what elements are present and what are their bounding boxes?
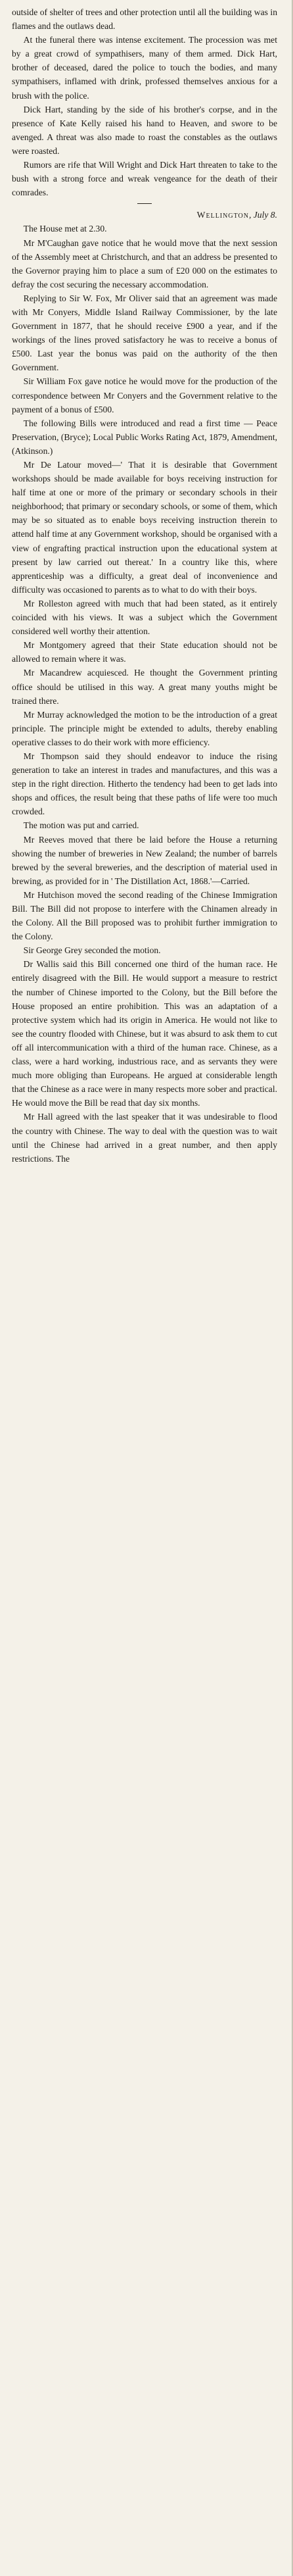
divider-rule <box>137 203 152 204</box>
paragraph: Mr M'Caughan gave notice that he would move that the next session of the Assembly meet at Christchurch, and that an address be presented to the Governor praying him to place a sum of £20 000 on the estimates to defray the cost securing the necessary accommodation. <box>12 237 277 289</box>
paragraph: Rumors are rife that Will Wright and Dick Hart threaten to take to the bush with a strong force and wreak vengeance for the death of their comrades. <box>12 160 277 198</box>
paragraph: At the funeral there was intense excitement. The procession was met by a great crowd of sympathisers, many of them armed. Dick Hart, brother of deceased, dared the police to touch the bodies, and many sympathisers, inflamed with drink, professed themselves anxious for a brush with the police. <box>12 35 277 101</box>
dateline-place: Wellington <box>196 210 249 220</box>
paragraph: Mr Murray acknowledged the motion to be the introduction of a great principle. The principle might be extended to adults, thereby enabling operative classes to do their work with more efficiency. <box>12 709 277 747</box>
paragraph: Sir William Fox gave notice he would move for the production of the correspondence between Mr Conyers and the Government relative to the payment of a bonus of £500. <box>12 376 277 414</box>
paragraph: Mr Macandrew acquiesced. He thought the Government printing office should be utilised in this way. A great many youths might be trained there. <box>12 668 277 706</box>
paragraph: Mr Thompson said they should endeavor to induce the rising generation to take an interest in trades and manufactures, and this was a step in the right direction. Hitherto the tendency had been to get lads into shops and offices, the result being that these paths of life were too much crowded. <box>12 751 277 817</box>
paragraph: Mr Montgomery agreed that their State education should not be allowed to remain where it was. <box>12 640 277 664</box>
paragraph: Replying to Sir W. Fox, Mr Oliver said that an agreement was made with Mr Conyers, Middle Island Railway Commissioner, by the late Government in 1877, that he should receive £900 a year, and if the workings of the lines proved satisfactory he was to receive a bonus of £500. Last year the bonus was paid on the authority of the then Government. <box>12 293 277 373</box>
paragraph: Dick Hart, standing by the side of his brother's corpse, and in the presence of Kate Kelly raised his hand to Heaven, and swore to be avenged. A threat was also made to roast the constables as the outlaws were roasted. <box>12 104 277 156</box>
section-divider <box>12 203 277 204</box>
paragraph: Dr Wallis said this Bill concerned one third of the human race. He entirely disagreed with the Bill. He would support a measure to restrict the number of Chinese imported to the Colony, but the Bill before the House proposed an entire prohibition. This was an adaptation of a protective system which had its origin in America. He would not like to see the country flooded with Chinese, but it was absurd to ask them to cut off all intercommunication with a third of the human race. Chinese, as a class, were a hard working, industrious race, and as servants they were much more obliging than Europeans. He argued at considerable length that the Chinese as a race were in many respects more sober and practical. He would move the Bill be read that day six months. <box>12 959 277 1108</box>
paragraph: Sir George Grey seconded the motion. <box>23 945 161 956</box>
paragraph: The motion was put and carried. <box>23 820 139 831</box>
paragraph: The following Bills were introduced and read a first time — Peace Preservation, (Bryce); Local Public Works Rating Act, 1879, Amendment, (Atkinson.) <box>12 418 277 456</box>
paragraph: The House met at 2.30. <box>23 224 107 234</box>
paragraph: Mr De Latour moved—' That it is desirable that Government workshops should be made available for boys receiving instruction for half time at one or more of the primary or secondary schools in their neighborhood; that primary or secondary schools, or some of them, which may be so situated as to enable boys receiving instruction therein to attend half time at any Government workshop, should be organised with a view of engrafting practical instruction upon the educational system at present by law carried out thereat.' In a country like this, where apprenticeship was a difficulty, a great deal of inconvenience and difficulty was occasioned to parents as to what to do with their boys. <box>12 460 277 595</box>
paragraph: Mr Reeves moved that there be laid before the House a returning showing the number of breweries in New Zealand; the number of barrels brewed by the several breweries, and the description of material used in brewing, as provided for in ' The Distillation Act, 1868.'—Carried. <box>12 834 277 886</box>
paragraph: Mr Hall agreed with the last speaker that it was undesirable to flood the country with Chinese. The way to deal with the question was to wait until the Chinese had arrived in a great number, and then apply restrictions. The <box>12 1112 277 1164</box>
dateline-date: July 8. <box>253 210 277 220</box>
paragraph: outside of shelter of trees and other protection until all the building was in flames and the outlaws dead. <box>12 7 277 32</box>
dateline: Wellington, July 8. <box>196 210 277 220</box>
paragraph: Mr Hutchison moved the second reading of the Chinese Immigration Bill. The Bill did not propose to interfere with the Chinamen already in the Colony. All the Bill proposed was to prohibit further immigration to the Colony. <box>12 889 277 942</box>
paragraph: Mr Rolleston agreed with much that had been stated, as it entirely coincided with his views. It was a subject which the Government considered well worthy their attention. <box>12 598 277 637</box>
